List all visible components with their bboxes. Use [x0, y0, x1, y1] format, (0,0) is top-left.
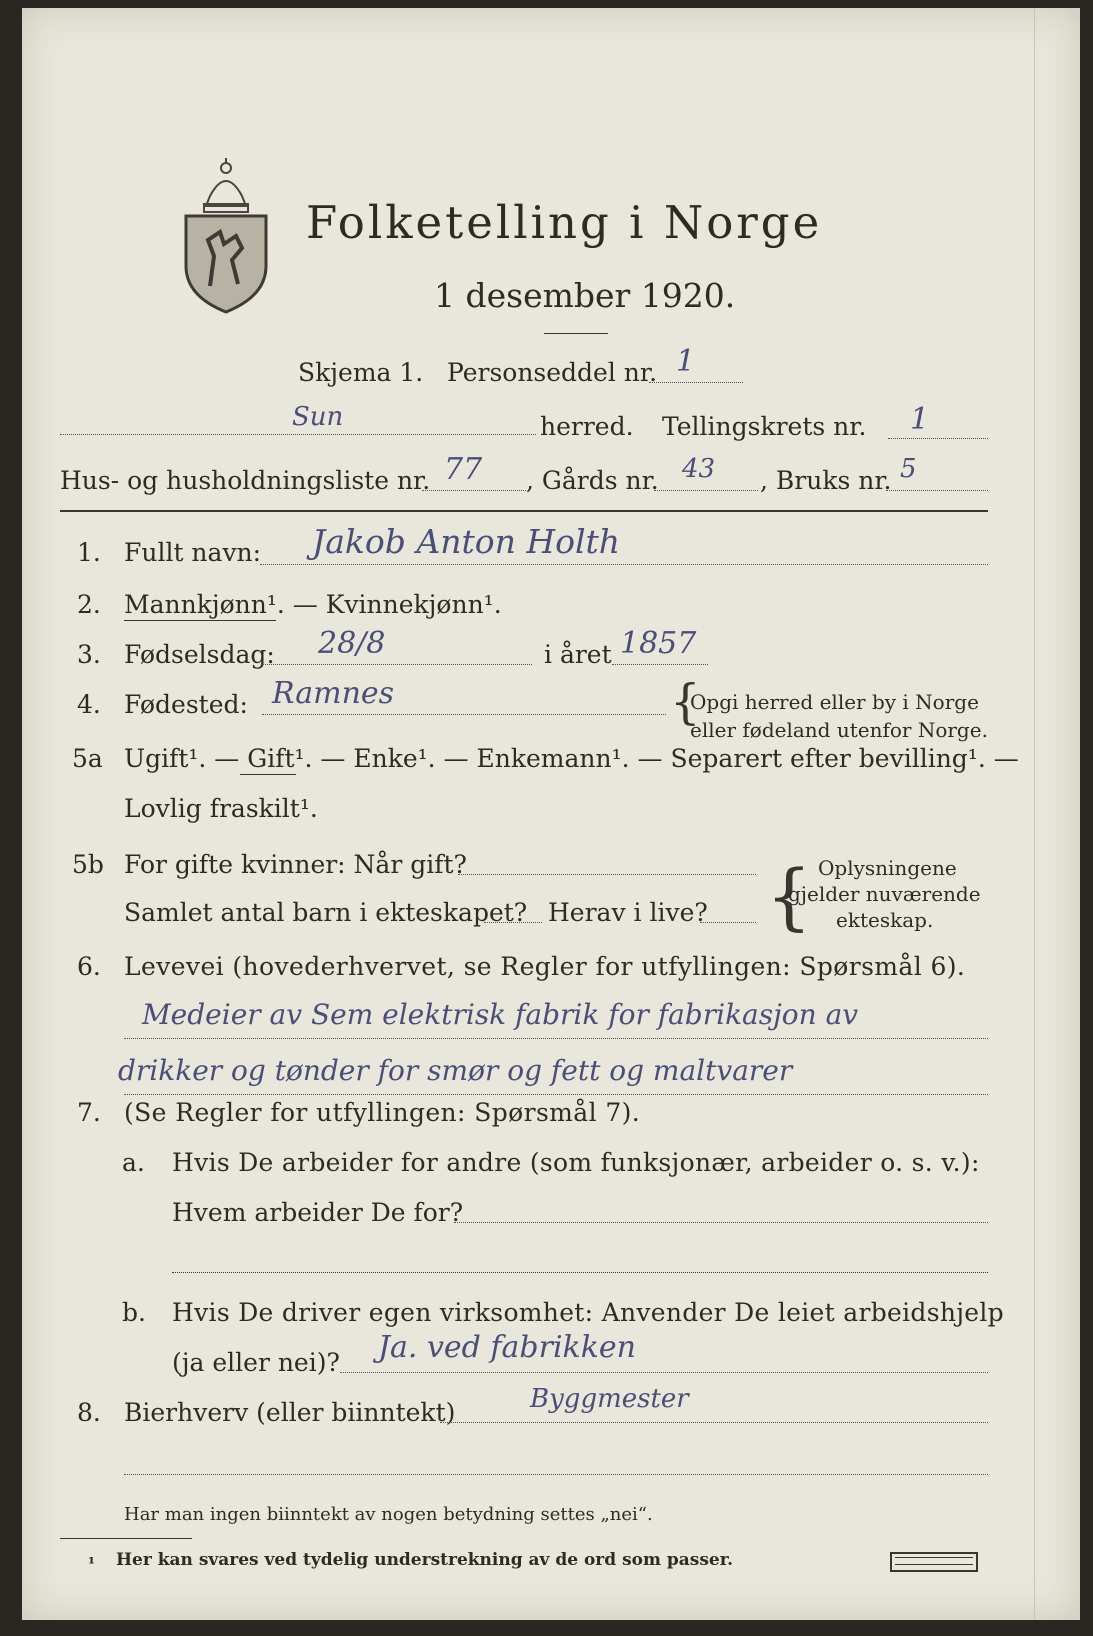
q5b-number: 5b [72, 850, 104, 879]
gift-underline [240, 774, 296, 775]
q7b-answer: Ja. ved fabrikken [378, 1330, 636, 1365]
year-label: i året [544, 640, 612, 669]
marital-options-cont: Lovlig fraskilt¹. [124, 794, 318, 823]
q7a-letter: a. [122, 1148, 145, 1177]
birth-year-value: 1857 [620, 626, 697, 661]
coat-of-arms-icon [180, 156, 272, 316]
census-date: 1 desember 1920. [434, 276, 736, 315]
no-income-note: Har man ingen biinntekt av nogen betydning settes „nei“. [124, 1504, 653, 1525]
children-label: Samlet antal barn i ekteskapet? [124, 898, 528, 927]
q2-number: 2. [77, 590, 101, 619]
q7b-letter: b. [122, 1298, 146, 1327]
q4-number: 4. [77, 690, 101, 719]
printer-stamp [890, 1552, 978, 1572]
q8-number: 8. [77, 1398, 101, 1427]
q3-label: Fødselsdag: [124, 640, 275, 669]
occupation-answer-1: Medeier av Sem elektrisk fabrik for fabrikasjon av [142, 998, 859, 1031]
q4-label: Fødested: [124, 690, 248, 719]
gards-value: 43 [682, 454, 716, 484]
q6-number: 6. [77, 952, 101, 981]
side-income-value: Byggmester [530, 1384, 689, 1414]
marital-options: Ugift¹. — Gift¹. — Enke¹. — Enkemann¹. — Separert efter bevilling¹. — [124, 744, 1019, 773]
married-women-label: For gifte kvinner: Når gift? [124, 850, 467, 879]
herred-value: Sun [292, 402, 344, 432]
q7-number: 7. [77, 1098, 101, 1127]
q7a-question: Hvis De arbeider for andre (som funksjonær, arbeider o. s. v.): [172, 1148, 980, 1177]
bruks-label: , Bruks nr. [760, 466, 892, 495]
sex-options: Mannkjønn¹. — Kvinnekjønn¹. [124, 590, 502, 619]
footnote-rule [60, 1538, 192, 1539]
title-divider [544, 333, 608, 334]
q7b-question: Hvis De driver egen virksomhet: Anvender De leiet arbeidshjelp [172, 1298, 1004, 1327]
tellingskrets-value: 1 [910, 402, 930, 437]
birthplace-value: Ramnes [272, 676, 395, 711]
q3-number: 3. [77, 640, 101, 669]
schema-label: Skjema 1. [298, 358, 424, 387]
birthplace-note-1: Opgi herred eller by i Norge [690, 690, 979, 714]
marriage-note-1: Oplysningene [818, 856, 957, 880]
tellingskrets-label: Tellingskrets nr. [662, 412, 867, 441]
birthplace-note-2: eller fødeland utenfor Norge. [690, 718, 988, 742]
marriage-note-3: ekteskap. [836, 908, 934, 932]
q5a-number: 5a [72, 744, 103, 773]
footnote-text: Her kan svares ved tydelig understrekning av de ord som passer. [116, 1550, 734, 1570]
sex-underline [124, 620, 276, 621]
husholdning-label: Hus- og husholdningsliste nr. [60, 466, 431, 495]
occupation-answer-2: drikker og tønder for smør og fett og maltvarer [118, 1054, 793, 1087]
q7-label: (Se Regler for utfyllingen: Spørsmål 7). [124, 1098, 641, 1127]
page-title: Folketelling i Norge [306, 196, 823, 249]
herred-label: herred. [540, 412, 634, 441]
header-rule [60, 510, 988, 512]
occupation-label: Levevei (hovederhvervet, se Regler for utfyllingen: Spørsmål 6). [124, 952, 966, 981]
q1-number: 1. [77, 538, 101, 567]
gards-label: , Gårds nr. [526, 466, 659, 495]
census-form: Folketelling i Norge 1 desember 1920. Skjema 1. Personseddel nr. 1 Sun herred. Tellingskrets nr. 1 Hus- og husholdningsliste nr. 77 , Gårds nr. 43 , Bruks nr. 5 1. Fullt navn: Jakob Anton Holth 2. Mannkjønn¹. — Kvinnekjønn¹. 3. Fødselsdag: 28/8 i året 1857 4. Fødested: Ramnes { Opgi herred eller by i Norge eller fødeland utenfor Norge. 5a Ugift¹. — Gift¹. — Enke¹. — Enkemann¹. — Separert efter bevilling¹. — Lovlig fraskilt¹. 5b For gifte kvinner: Når gift? Samlet antal barn i ekteskapet? Herav i live? { Oplysningene gjelder nuværende ekteskap. 6. Levevei (hovederhvervet, se Regler for utfyllingen: Spørsmål 6). Medeier av Sem elektrisk fabrik for fabrikasjon av drikker og tønder for smør og fett og maltvarer 7. (Se Regler for utfyllingen: Spørsmål 7). a. Hvis De arbeider for andre (som funksjonær, arbeider o. s. v.): Hvem arbeider De for? b. Hvis De driver egen virksomhet: Anvender De leiet arbeidshjelp (ja eller nei)? Ja. ved fabrikken 8. Bierhverv (eller biinntekt) Byggmester Har man ingen biinntekt av nogen betydning settes „nei“. ¹ Her kan svares ved tydelig understrekning av de ord som passer. [22, 8, 1080, 1620]
full-name-value: Jakob Anton Holth [312, 522, 621, 561]
q7a-employer-label: Hvem arbeider De for? [172, 1198, 464, 1227]
husholdning-value: 77 [444, 452, 483, 487]
personseddel-label: Personseddel nr. [447, 358, 658, 387]
footnote-mark: ¹ [88, 1554, 96, 1573]
bruks-value: 5 [900, 454, 917, 484]
marriage-note-2: gjelder nuværende [788, 882, 981, 906]
side-income-label: Bierhverv (eller biinntekt) [124, 1398, 456, 1427]
birthday-value: 28/8 [318, 626, 386, 661]
q7b-yes-no-label: (ja eller nei)? [172, 1348, 340, 1377]
q1-label: Fullt navn: [124, 538, 262, 567]
alive-label: Herav i live? [548, 898, 708, 927]
personseddel-value: 1 [676, 344, 696, 379]
